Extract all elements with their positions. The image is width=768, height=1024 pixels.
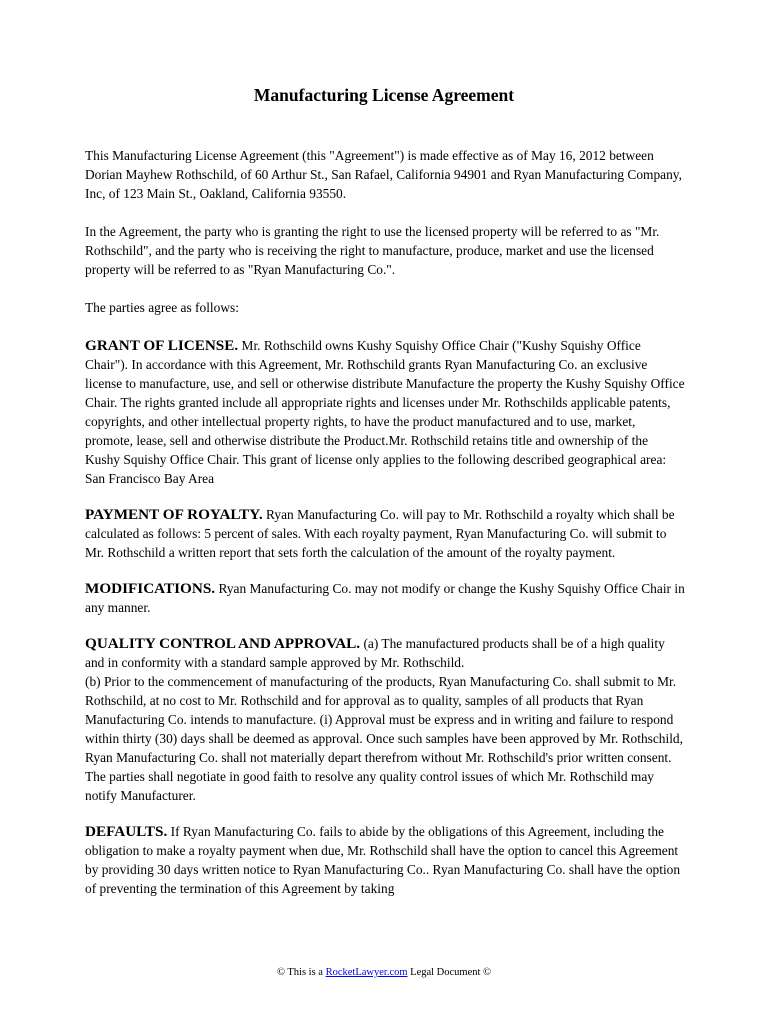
section-modifications — [85, 579, 685, 617]
footer-suffix: Legal Document © — [407, 967, 492, 978]
footer-prefix: © This is a — [276, 967, 326, 978]
intro-paragraph: This Manufacturing License Agreement (this "Agreement") is made effective as of May 16, 2012 between Dorian Mayhew Rothschild, of 60 Arthur St., San Rafael, California 94901 and Ryan Manufacturing Company, Inc, of 123 Main St., Oakland, California 93550. — [85, 148, 682, 201]
section-heading: QUALITY CONTROL AND APPROVAL. — [85, 635, 361, 652]
section-text: Mr. Rothschild owns Kushy Squishy Office Chair ("Kushy Squishy Office Chair"). In accordance with this Agreement, Mr. Rothschild grants Ryan Manufacturing Co. an exclusive license to manufacture, use, and sell or otherwise distribute Manufacture the property the Kushy Squishy Office Chair. The rights granted include all appropriate rights and licenses under Mr. Rothschilds applicable patents, copyrights, and other intellectual property rights, to have the product manufactured and to use, market, promote, lease, sell and otherwise distribute the Product.Mr. Rothschild retains title and ownership of the Kushy Squishy Office Chair. This grant of license only applies to the following described geographical area: San Francisco Bay Area — [85, 338, 685, 486]
section-text: Ryan Manufacturing Co. may not modify or change the Kushy Squishy Office Chair in any manner. — [85, 581, 685, 615]
section-quality-control — [85, 634, 685, 805]
agree-paragraph: The parties agree as follows: — [85, 300, 239, 315]
section-text: If Ryan Manufacturing Co. fails to abide by the obligations of this Agreement, including the obligation to make a royalty payment when due, Mr. Rothschild shall have the option to cancel this Agreement by providing 30 days written notice to Ryan Manufacturing Co.. Ryan Manufacturing Co. shall have the option of preventing the termination of this Agreement by taking — [85, 824, 681, 896]
section-text: (a) The manufactured products shall be of a high quality and in conformity with a standard sample approved by Mr. Rothschild. — [85, 636, 665, 670]
section-heading: DEFAULTS. — [85, 823, 168, 840]
section-heading: GRANT OF LICENSE. — [85, 337, 239, 354]
section-text: Ryan Manufacturing Co. will pay to Mr. Rothschild a royalty which shall be calculated as follows: 5 percent of sales. With each royalty payment, Ryan Manufacturing Co. will submit to Mr. Rothschild a written report that sets forth the calculation of the amount of the royalty payment. — [85, 507, 675, 560]
section-grant-of-license — [85, 336, 685, 488]
document-body — [85, 146, 685, 915]
section-defaults — [85, 822, 685, 898]
rocketlawyer-link[interactable]: RocketLawyer.com — [325, 967, 408, 978]
section-payment-of-royalty — [85, 505, 685, 562]
section-text-continued: (b) Prior to the commencement of manufacturing of the products, Ryan Manufacturing Co. shall submit to Mr. Rothschild, at no cost to Mr. Rothschild and for approval as to quality, samples of all products that Ryan Manufacturing Co. intends to manufacture. (i) Approval must be express and in writing and failure to respond within thirty (30) days shall be deemed as approval. Once such samples have been approved by Mr. Rothschild, Ryan Manufacturing Co. shall not materially depart therefrom without Mr. Rothschild's prior written consent. The parties shall negotiate in good faith to resolve any quality control issues of which Mr. Rothschild may notify Manufacturer. — [85, 674, 683, 803]
section-heading: MODIFICATIONS. — [85, 580, 216, 597]
document-title: Manufacturing License Agreement — [253, 85, 515, 105]
document-footer — [0, 966, 768, 980]
section-heading: PAYMENT OF ROYALTY. — [85, 506, 263, 523]
parties-paragraph: In the Agreement, the party who is granting the right to use the licensed property will be referred to as "Mr. Rothschild", and the party who is receiving the right to manufacture, produce, market and use the licensed property will be referred to as "Ryan Manufacturing Co.". — [85, 224, 660, 277]
